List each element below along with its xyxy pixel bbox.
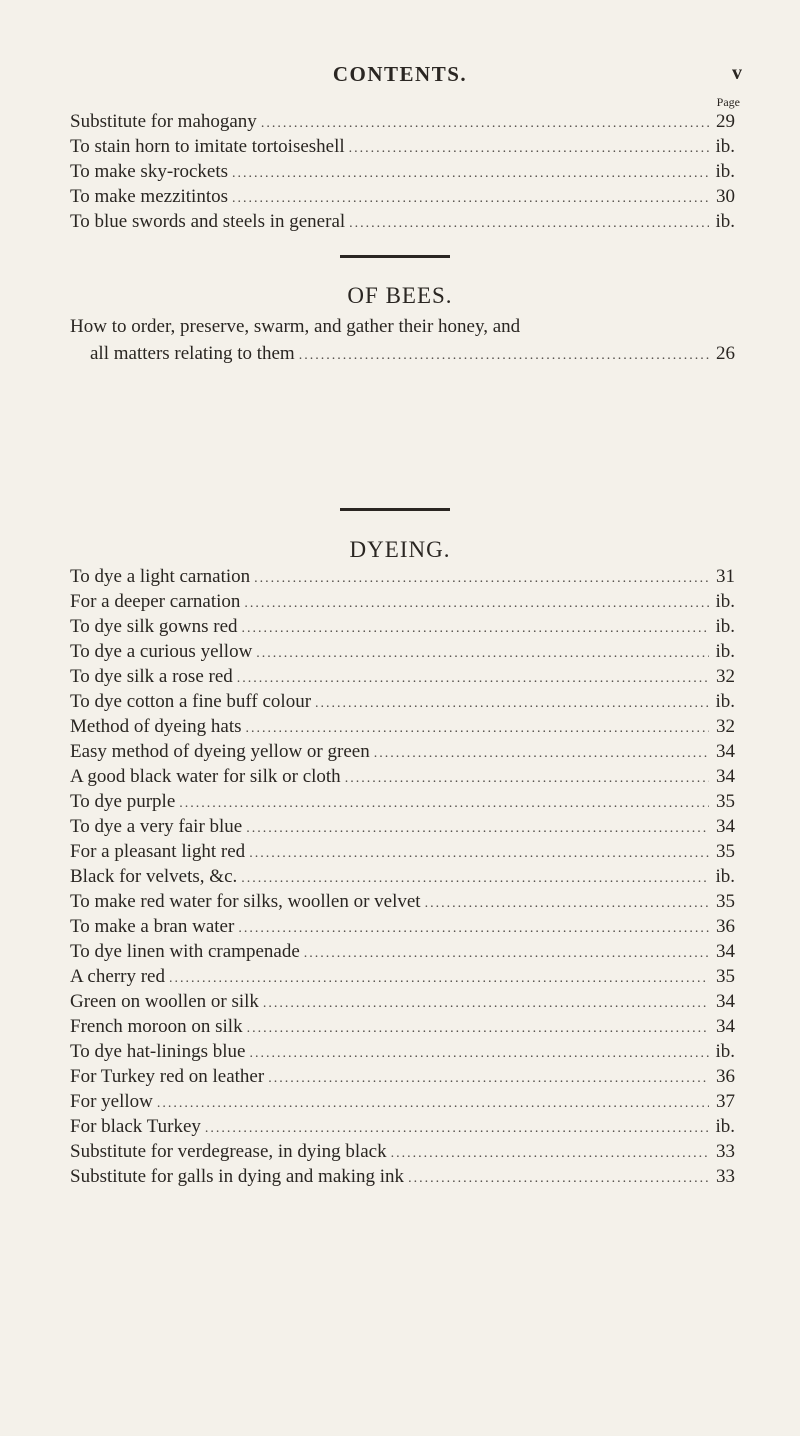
entry-title: French moroon on silk bbox=[70, 1016, 243, 1037]
entry-title: For a pleasant light red bbox=[70, 841, 246, 862]
toc-entry bbox=[70, 1014, 735, 1039]
entry-title: To dye silk a rose red bbox=[70, 666, 233, 687]
toc-entry bbox=[70, 340, 735, 367]
entry-title: For black Turkey bbox=[70, 1116, 201, 1137]
toc-entry bbox=[70, 889, 735, 914]
entry-title: To make mezzitintos bbox=[70, 186, 229, 207]
entry-page: 34 bbox=[716, 816, 735, 837]
entry-page: 36 bbox=[716, 1066, 735, 1087]
dyeing-entries-list bbox=[70, 564, 735, 1189]
entry-page: 32 bbox=[716, 666, 735, 687]
entry-title: To dye a light carnation bbox=[70, 566, 251, 587]
toc-entry bbox=[70, 159, 735, 184]
toc-entry bbox=[70, 839, 735, 864]
toc-entry bbox=[70, 1114, 735, 1139]
entry-title: For a deeper carnation bbox=[70, 591, 241, 612]
entry-page: ib. bbox=[715, 691, 735, 712]
page-number: v bbox=[732, 62, 742, 84]
toc-entry bbox=[70, 1064, 735, 1089]
entry-title: For yellow bbox=[70, 1091, 153, 1112]
toc-entry bbox=[70, 764, 735, 789]
entry-title: A good black water for silk or cloth bbox=[70, 766, 341, 787]
entry-page: 26 bbox=[716, 343, 735, 364]
entry-page: ib. bbox=[715, 136, 735, 157]
toc-entry bbox=[70, 209, 735, 234]
entry-page: ib. bbox=[715, 616, 735, 637]
entry-title: For Turkey red on leather bbox=[70, 1066, 265, 1087]
toc-entry bbox=[70, 1164, 735, 1189]
bees-entry bbox=[70, 313, 735, 367]
entry-title: To dye linen with crampenade bbox=[70, 941, 300, 962]
entry-page: 35 bbox=[716, 966, 735, 987]
toc-entry bbox=[70, 964, 735, 989]
toc-entry bbox=[70, 184, 735, 209]
section-rule bbox=[340, 255, 450, 258]
entry-title: Substitute for mahogany bbox=[70, 111, 257, 132]
section-heading-dyeing: DYEING. bbox=[349, 537, 451, 562]
toc-entry bbox=[70, 989, 735, 1014]
entry-title: To dye a curious yellow bbox=[70, 641, 253, 662]
entry-page: 33 bbox=[716, 1166, 735, 1187]
toc-entry bbox=[70, 1089, 735, 1114]
toc-entry bbox=[70, 939, 735, 964]
toc-entry bbox=[70, 789, 735, 814]
entry-title: To stain horn to imitate tortoiseshell bbox=[70, 136, 345, 157]
entry-page: 32 bbox=[716, 716, 735, 737]
toc-entry bbox=[70, 914, 735, 939]
entry-page: 34 bbox=[716, 941, 735, 962]
entry-page: 34 bbox=[716, 741, 735, 762]
entry-title: Substitute for galls in dying and making ink bbox=[70, 1166, 405, 1187]
entry-title: To dye cotton a fine buff colour bbox=[70, 691, 312, 712]
entry-title: all matters relating to them bbox=[90, 343, 295, 364]
entry-page: 35 bbox=[716, 791, 735, 812]
entry-title: Method of dyeing hats bbox=[70, 716, 242, 737]
toc-entry bbox=[70, 1039, 735, 1064]
entry-title: To dye silk gowns red bbox=[70, 616, 238, 637]
entry-title: To dye purple bbox=[70, 791, 176, 812]
toc-entry bbox=[70, 664, 735, 689]
toc-entry bbox=[70, 109, 735, 134]
entry-page: ib. bbox=[715, 591, 735, 612]
running-head bbox=[0, 62, 800, 86]
entry-title: To make red water for silks, woollen or velvet bbox=[70, 891, 421, 912]
entry-page: 36 bbox=[716, 916, 735, 937]
toc-entry bbox=[70, 639, 735, 664]
entry-page: 29 bbox=[716, 111, 735, 132]
toc-entry bbox=[70, 864, 735, 889]
page-column-label: Page bbox=[716, 95, 740, 109]
entry-page: 35 bbox=[716, 891, 735, 912]
entry-page: 31 bbox=[716, 566, 735, 587]
entry-page: ib. bbox=[715, 1116, 735, 1137]
entry-title: Substitute for verdegrease, in dying black bbox=[70, 1141, 387, 1162]
entry-page: ib. bbox=[715, 866, 735, 887]
bees-entry-line1: How to order, preserve, swarm, and gather their honey, and bbox=[70, 316, 521, 337]
entry-page: 34 bbox=[716, 766, 735, 787]
section-heading-bees: OF BEES. bbox=[347, 283, 453, 308]
section-rule bbox=[340, 508, 450, 511]
entry-title: To blue swords and steels in general bbox=[70, 211, 346, 232]
entry-page: 34 bbox=[716, 991, 735, 1012]
toc-entry bbox=[70, 134, 735, 159]
entry-title: Easy method of dyeing yellow or green bbox=[70, 741, 370, 762]
toc-entry bbox=[70, 814, 735, 839]
entry-page: ib. bbox=[715, 641, 735, 662]
toc-entry bbox=[70, 614, 735, 639]
toc-entry bbox=[70, 589, 735, 614]
entry-title: To make a bran water bbox=[70, 916, 235, 937]
entry-title: Green on woollen or silk bbox=[70, 991, 259, 1012]
entry-page: 35 bbox=[716, 841, 735, 862]
top-entries-list bbox=[70, 109, 735, 234]
toc-entry bbox=[70, 714, 735, 739]
toc-entry bbox=[70, 1139, 735, 1164]
entry-page: 33 bbox=[716, 1141, 735, 1162]
entry-page: 37 bbox=[716, 1091, 735, 1112]
entry-title: A cherry red bbox=[70, 966, 165, 987]
entry-title: To make sky-rockets bbox=[70, 161, 229, 182]
toc-entry bbox=[70, 564, 735, 589]
toc-entry bbox=[70, 689, 735, 714]
entry-page: 34 bbox=[716, 1016, 735, 1037]
entry-page: 30 bbox=[716, 186, 735, 207]
entry-title: To dye hat-linings blue bbox=[70, 1041, 246, 1062]
entry-title: To dye a very fair blue bbox=[70, 816, 243, 837]
entry-page: ib. bbox=[715, 161, 735, 182]
entry-title: Black for velvets, &c. bbox=[70, 866, 238, 887]
toc-entry bbox=[70, 739, 735, 764]
entry-page: ib. bbox=[715, 211, 735, 232]
entry-page: ib. bbox=[715, 1041, 735, 1062]
running-title: CONTENTS. bbox=[332, 62, 468, 86]
